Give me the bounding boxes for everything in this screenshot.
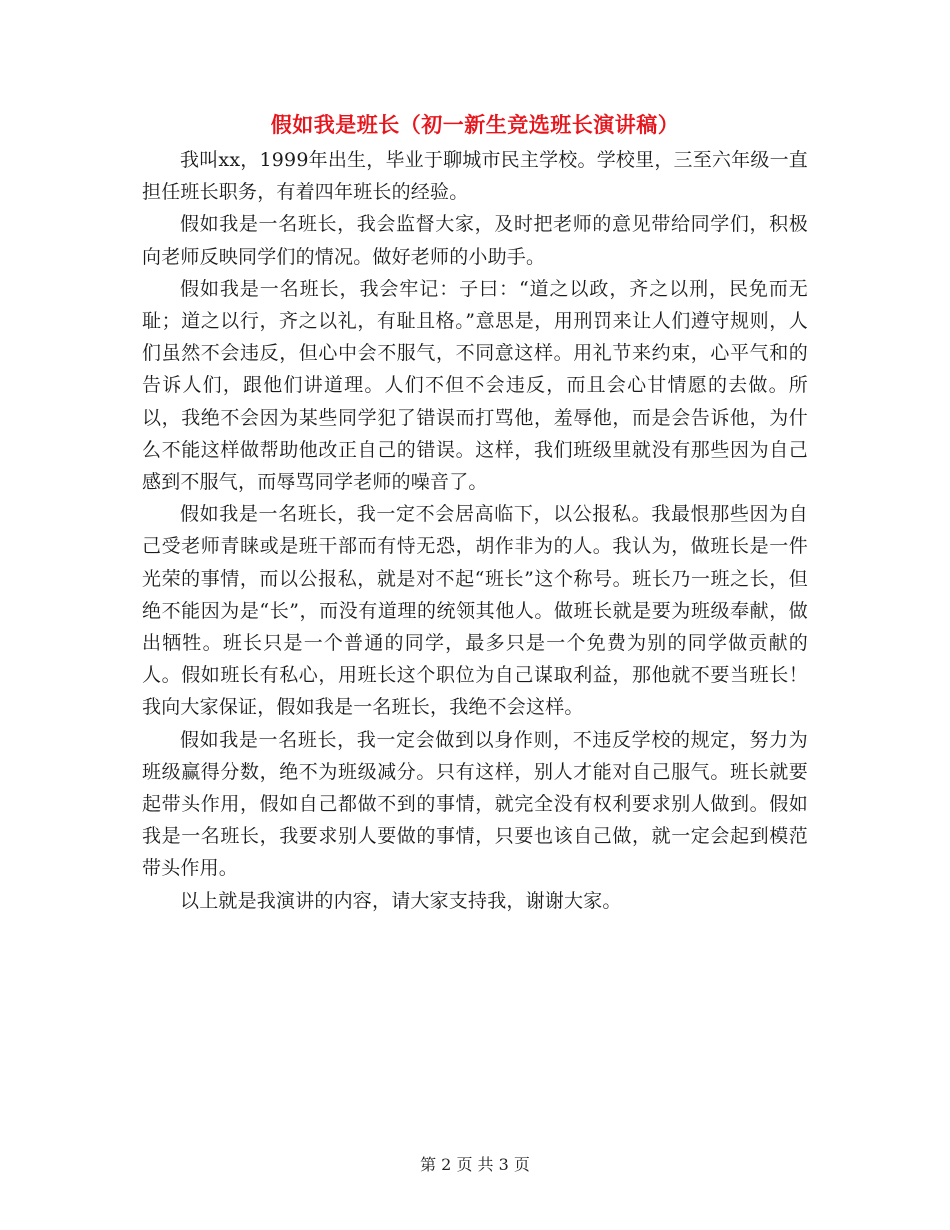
paragraph-supervise: 假如我是一名班长，我会监督大家，及时把老师的意见带给同学们，积极向老师反映同学们的情况。做好老师的小助手。 [142,213,808,268]
document-body [142,144,808,917]
paragraph-intro: 我叫xx，1999年出生，毕业于聊城市民主学校。学校里，三至六年级一直担任班长职务，有着四年班长的经验。 [142,149,808,204]
document-title: 假如我是班长（初一新生竞选班长演讲稿） [270,112,680,137]
paragraph-confucius: 假如我是一名班长，我会牢记：子曰：“道之以政，齐之以刑，民免而无耻；道之以行，齐之以礼，有耻且格。”意思是，用刑罚来让人们遵守规则，人们虽然不会违反，但心中会不服气，不同意这样。用礼节来约束，心平气和的告诉人们，跟他们讲道理。人们不但不会违反，而且会心甘情愿的去做。所以，我绝不会因为某些同学犯了错误而打骂他，羞辱他，而是会告诉他，为什么不能这样做帮助他改正自己的错误。这样，我们班级里就没有那些因为自己感到不服气，而辱骂同学老师的噪音了。 [142,277,808,494]
paragraph-closing: 以上就是我演讲的内容，请大家支持我，谢谢大家。 [180,889,622,912]
page-number-footer: 第 2 页 共 3 页 [420,1155,530,1174]
paragraph-fairness: 假如我是一名班长，我一定不会居高临下，以公报私。我最恨那些因为自己受老师青睐或是班干部而有恃无恐，胡作非为的人。我认为，做班长是一件光荣的事情，而以公报私，就是对不起“班长”这个称号。班长乃一班之长，但绝不能因为是“长”，而没有道理的统领其他人。做班长就是要为班级奉献，做出牺牲。班长只是一个普通的同学，最多只是一个免费为别的同学做贡献的人。假如班长有私心，用班长这个职位为自己谋取利益，那他就不要当班长！我向大家保证，假如我是一名班长，我绝不会这样。 [142,503,808,719]
paragraph-example: 假如我是一名班长，我一定会做到以身作则，不违反学校的规定，努力为班级赢得分数，绝不为班级减分。只有这样，别人才能对自己服气。班长就要起带头作用，假如自己都做不到的事情，就完全没有权利要求别人做到。假如我是一名班长，我要求别人要做的事情，只要也该自己做，就一定会起到模范带头作用。 [142,728,808,880]
